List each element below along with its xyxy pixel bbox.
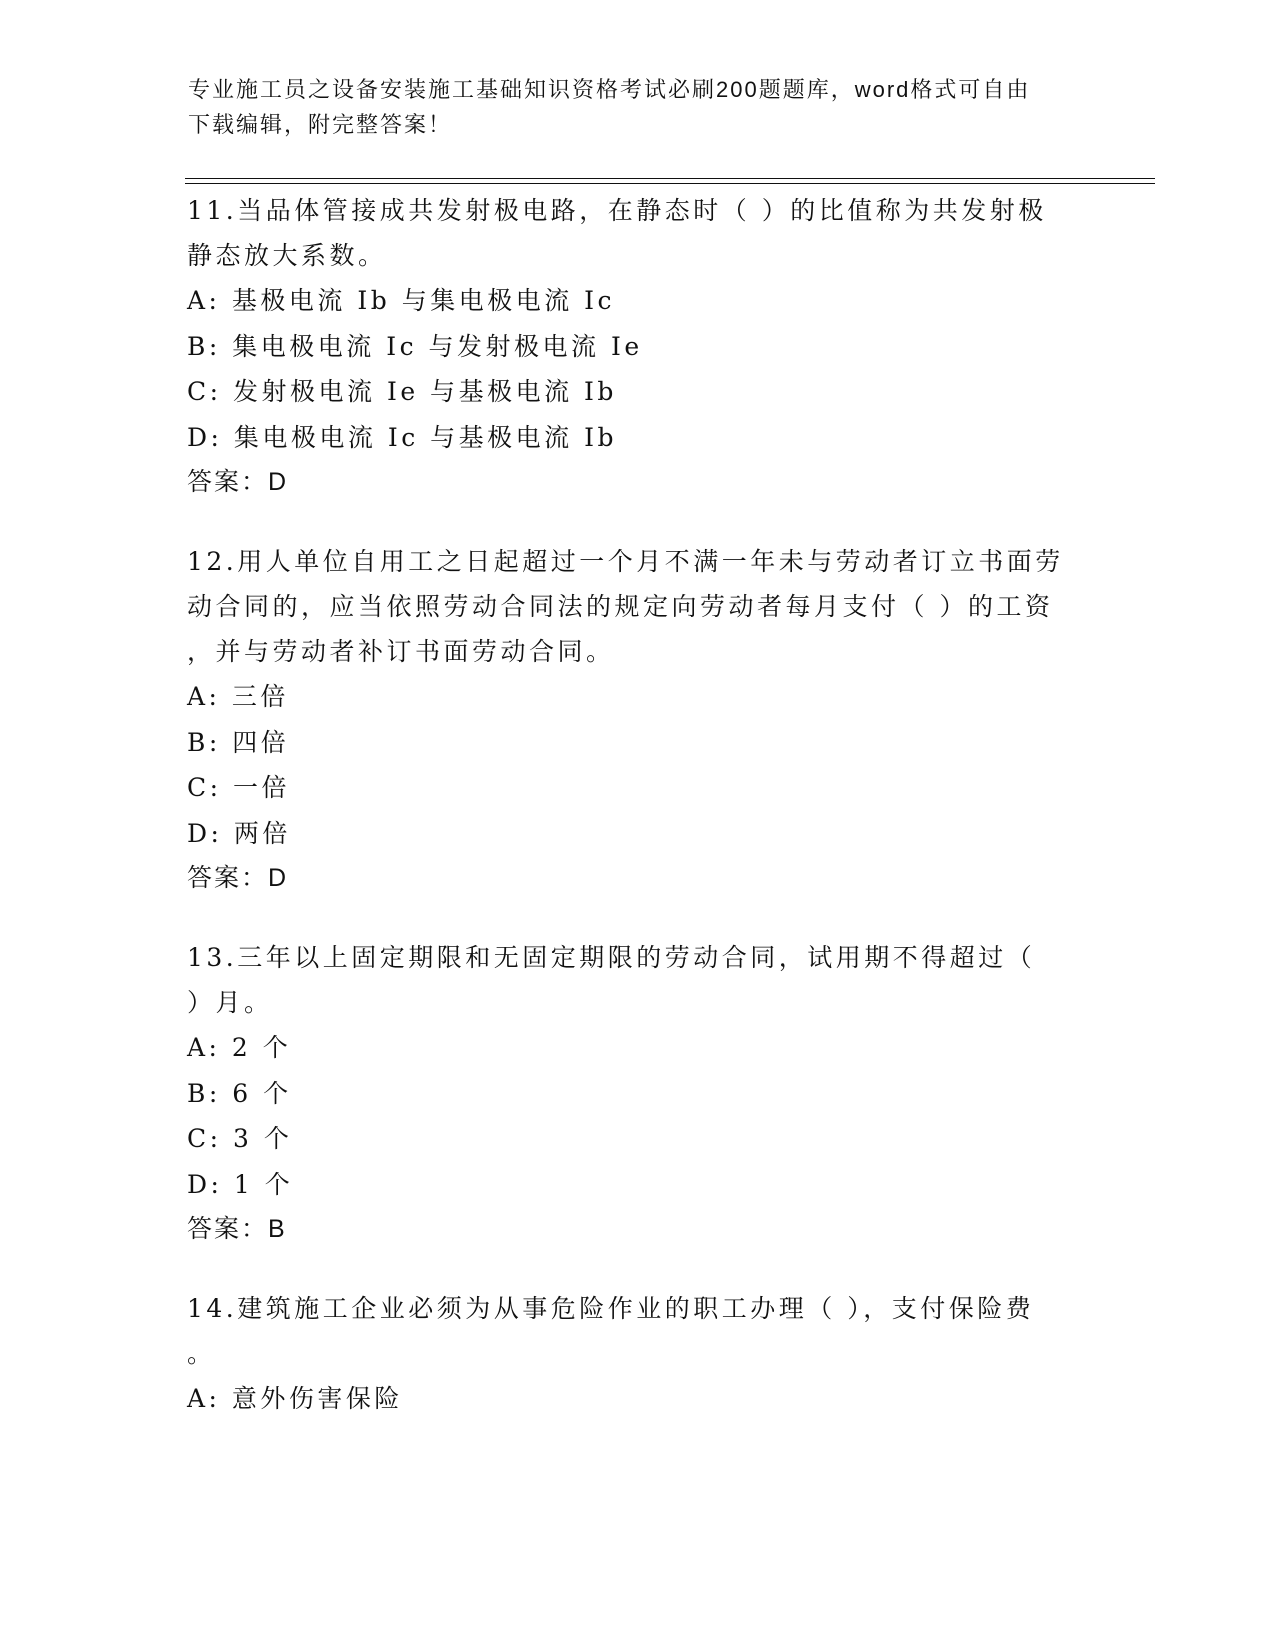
rule-line-top <box>185 178 1155 179</box>
document-header <box>188 72 1068 142</box>
answer-line: 答案：B <box>187 1215 287 1243</box>
option-d: D: 集电极电流 Ic 与基极电流 Ib <box>187 422 618 452</box>
option-d: D: 1 个 <box>187 1169 294 1199</box>
question-11 <box>187 188 1087 505</box>
question-14 <box>187 1286 1087 1422</box>
option-a: A: 三倍 <box>187 682 289 711</box>
question-12 <box>187 539 1087 901</box>
question-list <box>187 188 1087 1456</box>
option-b: B: 四倍 <box>187 727 290 757</box>
header-line-1: 专业施工员之设备安装施工基础知识资格考试必刷200题题库，word格式可自由 <box>188 77 1031 102</box>
question-stem-line: 静态放大系数。 <box>187 241 387 270</box>
header-line-2: 下载编辑，附完整答案！ <box>188 112 453 137</box>
question-stem-line: 13.三年以上固定期限和无固定期限的劳动合同，试用期不得超过（ <box>187 943 1036 972</box>
option-b: B: 6 个 <box>187 1078 292 1108</box>
option-c: C: 3 个 <box>187 1124 293 1153</box>
option-a: A: 2 个 <box>187 1033 292 1062</box>
question-stem-line: ，并与劳动者补订书面劳动合同。 <box>187 637 615 666</box>
question-stem-line: 11.当品体管接成共发射极电路，在静态时（ ）的比值称为共发射极 <box>187 196 1047 225</box>
answer-line: 答案：D <box>187 468 289 496</box>
answer-line: 答案：D <box>187 864 289 892</box>
rule-line-bottom <box>185 183 1155 184</box>
question-stem-line: 12.用人单位自用工之日起超过一个月不满一年未与劳动者订立书面劳 <box>187 547 1064 576</box>
question-13 <box>187 935 1087 1252</box>
question-stem-line: 14.建筑施工企业必须为从事危险作业的职工办理（ ），支付保险费 <box>187 1294 1035 1323</box>
option-a: A: 意外伤害保险 <box>187 1384 403 1413</box>
option-c: C: 一倍 <box>187 773 290 802</box>
option-d: D: 两倍 <box>187 818 291 848</box>
header-double-rule <box>185 178 1155 184</box>
option-a: A: 基极电流 Ib 与集电极电流 Ic <box>187 286 616 315</box>
question-stem-line: ）月。 <box>187 988 273 1017</box>
option-c: C: 发射极电流 Ie 与基极电流 Ib <box>187 377 617 406</box>
question-stem-line: 动合同的，应当依照劳动合同法的规定向劳动者每月支付（ ）的工资 <box>187 592 1054 621</box>
option-b: B: 集电极电流 Ic 与发射极电流 Ie <box>187 331 643 361</box>
question-stem-line: 。 <box>187 1339 216 1368</box>
